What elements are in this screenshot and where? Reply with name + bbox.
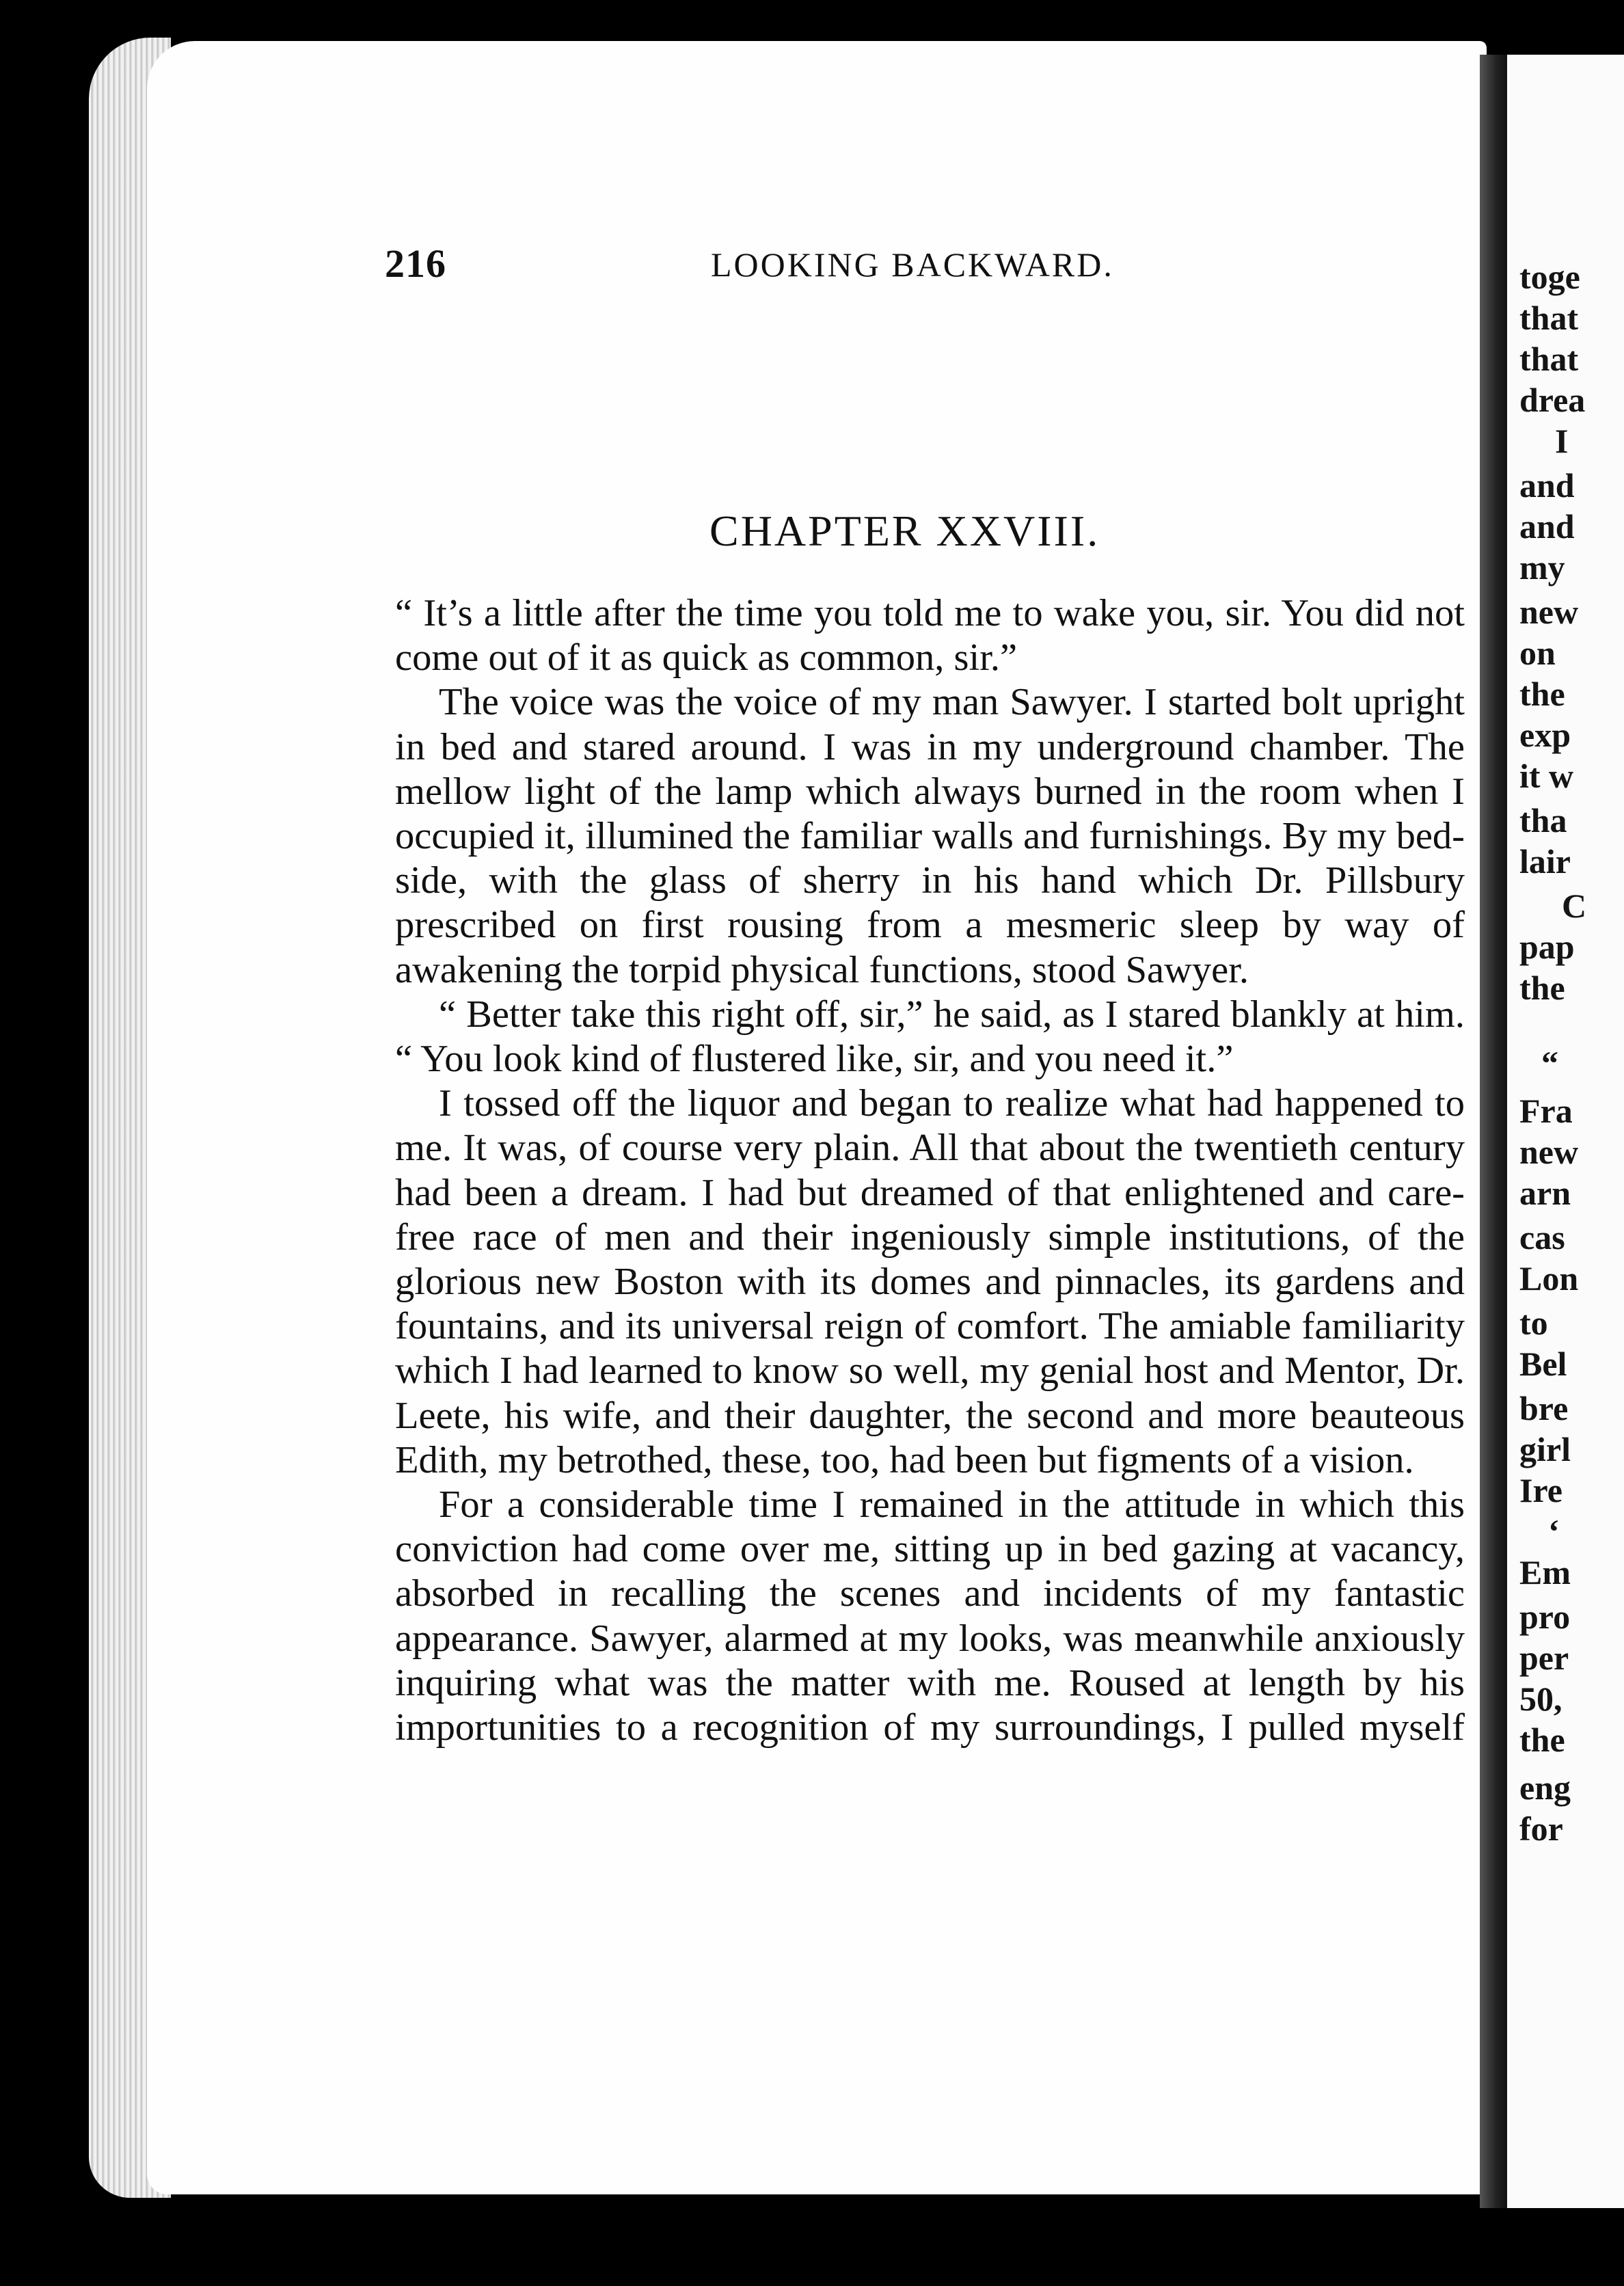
facing-page-fragment: 50, xyxy=(1519,1680,1562,1718)
chapter-text xyxy=(395,591,1465,1750)
facing-page-fragment: Em xyxy=(1519,1553,1571,1591)
facing-page-fragment: ‘ xyxy=(1548,1512,1560,1550)
facing-page-fragment: new xyxy=(1519,1133,1579,1171)
facing-page-fragment: Bel xyxy=(1519,1345,1567,1383)
facing-page-fragment: to xyxy=(1519,1304,1548,1342)
facing-page-fragment: “ xyxy=(1541,1044,1558,1082)
facing-page-strip xyxy=(1507,55,1624,2208)
facing-page-fragment: per xyxy=(1519,1639,1569,1677)
facing-page-fragment: drea xyxy=(1519,381,1586,419)
facing-page-fragment: tha xyxy=(1519,801,1567,839)
facing-page-fragment: it w xyxy=(1519,757,1574,795)
paragraph: The voice was the voice of my man Sawyer. I started bolt upright in bed and stared around. I was in my underground chamber. The mellow light of the lamp which always burned in the room when I occupied it, illumined the familiar walls and furnishings. By my bed-side, with the glass of sherry in his hand which Dr. Pillsbury prescribed on first rousing from a mesmeric sleep by way of awakening the torpid physical functions, stood Sawyer. xyxy=(395,681,1465,991)
paragraph: For a considerable time I remained in the attitude in which this conviction had come over me, sitting up in bed gazing at vacancy, absorbed in recalling the scenes and incidents of my fantastic appearance. Sawyer, alarmed at my looks, was meanwhile anxiously inquiring what was the matter with me. Roused at length by his importunities to a recognition of my surroundings, I pulled myself xyxy=(395,1483,1465,1749)
facing-page-fragment: pap xyxy=(1519,928,1575,966)
page-number: 216 xyxy=(385,241,446,286)
chapter-heading: CHAPTER XXVIII. xyxy=(709,507,1100,555)
paragraph: “ Better take this right off, sir,” he said, as I stared blankly at him. “ You look kind of flustered like, sir, and you need it.” xyxy=(395,993,1465,1081)
facing-page-fragment: bre xyxy=(1519,1389,1569,1427)
facing-page-fragment: lair xyxy=(1519,842,1571,880)
facing-page-fragment: pro xyxy=(1519,1598,1571,1636)
facing-page-fragment: on xyxy=(1519,634,1556,672)
facing-page-fragment: I xyxy=(1555,422,1569,460)
facing-page-fragment: for xyxy=(1519,1810,1563,1848)
facing-page-fragment: girl xyxy=(1519,1430,1571,1468)
book-gutter xyxy=(1480,55,1507,2208)
facing-page-fragment: and xyxy=(1519,507,1575,546)
facing-page-fragment: the xyxy=(1519,969,1565,1007)
facing-page-fragment: new xyxy=(1519,593,1579,631)
facing-page-fragment: toge xyxy=(1519,258,1580,296)
facing-page-fragment: Ire xyxy=(1519,1471,1562,1509)
facing-page-fragment: and xyxy=(1519,466,1575,505)
facing-page-fragment: the xyxy=(1519,1721,1565,1759)
facing-page-fragment: Lon xyxy=(1519,1259,1579,1297)
facing-page-fragment: exp xyxy=(1519,716,1571,754)
paragraph: I tossed off the liquor and began to realize what had happened to me. It was, of course very plain. All that about the twentieth century had been a dream. I had but dreamed of that enlightened and care-free race of men and their ingeniously simple institutions, of the glorious new Boston with its domes and pinnacles, its gardens and fountains, and its universal reign of comfort. The amiable familiarity which I had learned to know so well, my genial host and Mentor, Dr. Leete, his wife, and their daughter, the second and more beauteous Edith, my betrothed, these, too, had been but figments of a vision. xyxy=(395,1082,1465,1481)
running-title: LOOKING BACKWARD. xyxy=(711,245,1114,284)
facing-page-fragment: Fra xyxy=(1519,1092,1573,1130)
facing-page-fragment: that xyxy=(1519,340,1579,378)
facing-page-fragment: the xyxy=(1519,675,1565,713)
facing-page-fragment: eng xyxy=(1519,1769,1571,1807)
facing-page-fragment: cas xyxy=(1519,1218,1565,1256)
paragraph: “ It’s a little after the time you told me to wake you, sir. You did not come out of it as quick as common, sir.” xyxy=(395,592,1465,680)
facing-page-fragment: that xyxy=(1519,299,1579,337)
facing-page-fragment: my xyxy=(1519,548,1565,587)
facing-page-fragment: arn xyxy=(1519,1174,1571,1212)
facing-page-fragment: C xyxy=(1562,887,1587,925)
